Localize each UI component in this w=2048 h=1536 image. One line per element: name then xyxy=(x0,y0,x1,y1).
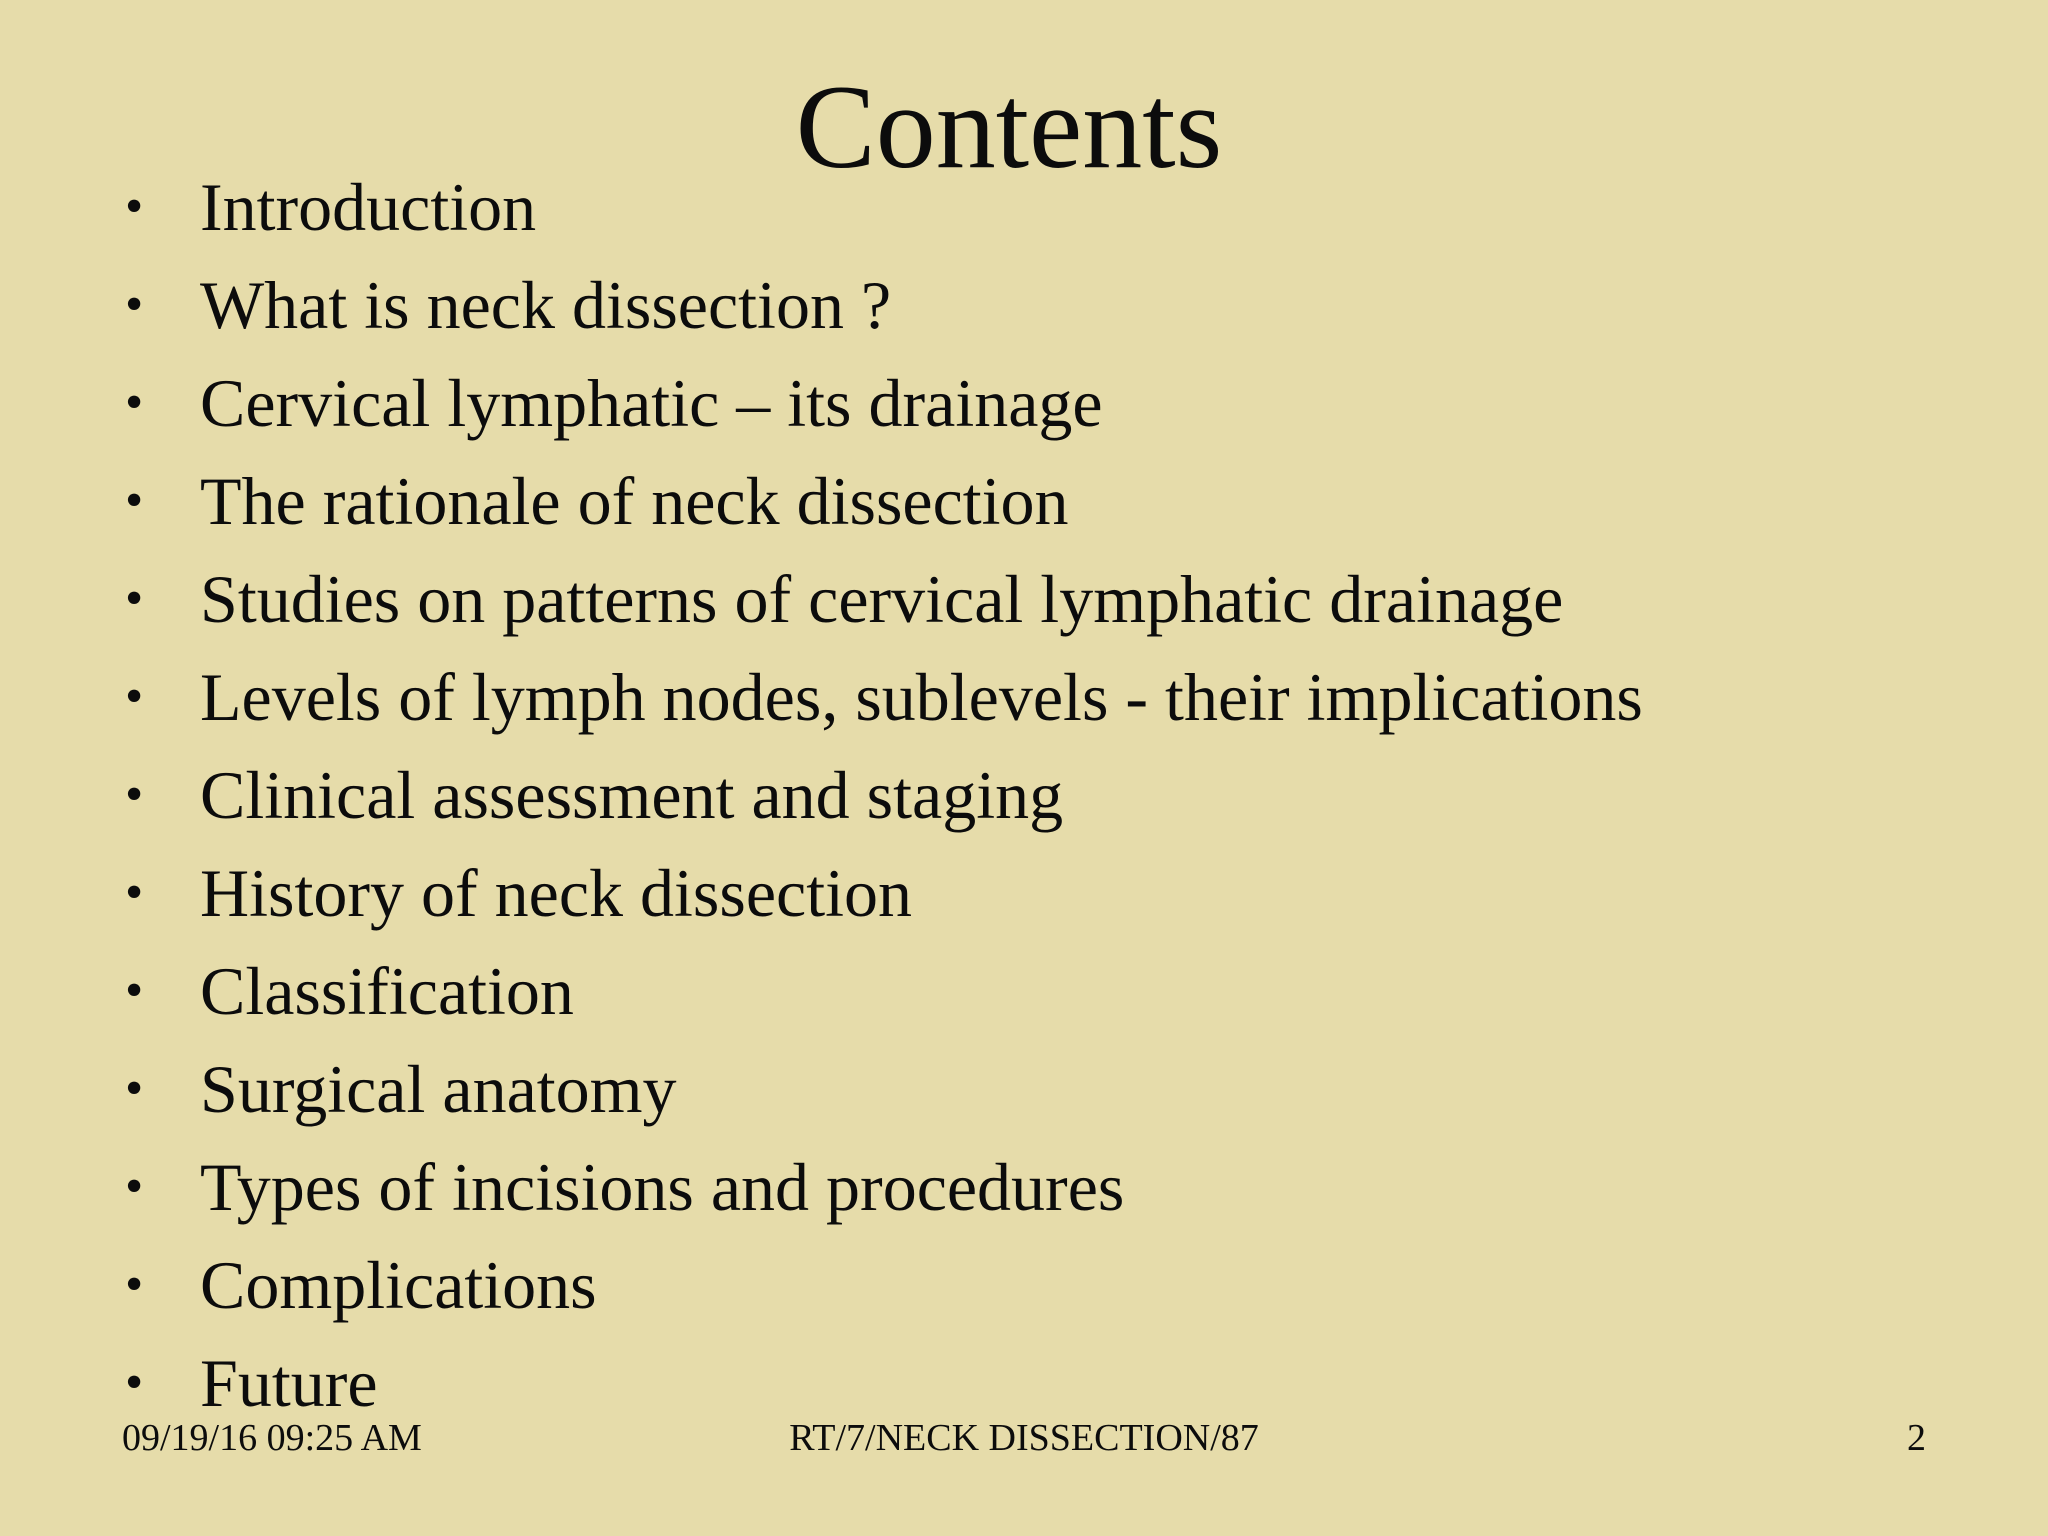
bullet-icon: • xyxy=(125,472,144,529)
list-item-text: Future xyxy=(200,1345,378,1421)
footer-center-text: RT/7/NECK DISSECTION/87 xyxy=(789,1417,1259,1459)
list-item xyxy=(120,560,1643,658)
list-item-text: Surgical anatomy xyxy=(200,1051,677,1127)
bullet-icon: • xyxy=(125,766,144,823)
list-item xyxy=(120,756,1643,854)
list-item-text: Cervical lymphatic – its drainage xyxy=(200,365,1103,441)
list-item xyxy=(120,364,1643,462)
bullet-icon: • xyxy=(125,668,144,725)
list-item-text: What is neck dissection ? xyxy=(200,267,892,343)
list-item xyxy=(120,1050,1643,1148)
list-item-text: Studies on patterns of cervical lymphatic drainage xyxy=(200,561,1564,637)
list-item-text: Introduction xyxy=(200,169,537,245)
list-item xyxy=(120,854,1643,952)
list-item-text: History of neck dissection xyxy=(200,855,912,931)
list-item xyxy=(120,462,1643,560)
list-item-text: Levels of lymph nodes, sublevels - their implications xyxy=(200,659,1643,735)
bullet-icon: • xyxy=(125,374,144,431)
list-item xyxy=(120,658,1643,756)
bullet-icon: • xyxy=(125,1256,144,1313)
list-item-text: Complications xyxy=(200,1247,597,1323)
bullet-icon: • xyxy=(125,570,144,627)
footer-date: 09/19/16 09:25 AM xyxy=(122,1417,422,1459)
bullet-icon: • xyxy=(125,1158,144,1215)
list-item xyxy=(120,1246,1643,1344)
list-item xyxy=(120,266,1643,364)
bullet-icon: • xyxy=(125,178,144,235)
list-item-text: The rationale of neck dissection xyxy=(200,463,1069,539)
list-item-text: Types of incisions and procedures xyxy=(200,1149,1125,1225)
bullet-icon: • xyxy=(125,276,144,333)
list-item-text: Classification xyxy=(200,953,574,1029)
contents-list xyxy=(120,168,1643,1442)
list-item xyxy=(120,168,1643,266)
slide-number: 2 xyxy=(1907,1417,1926,1459)
list-item-text: Clinical assessment and staging xyxy=(200,757,1064,833)
list-item xyxy=(120,952,1643,1050)
slide-title: Contents xyxy=(795,60,1223,193)
list-item xyxy=(120,1148,1643,1246)
bullet-icon: • xyxy=(125,864,144,921)
bullet-icon: • xyxy=(125,962,144,1019)
bullet-icon: • xyxy=(125,1060,144,1117)
bullet-icon: • xyxy=(125,1354,144,1411)
